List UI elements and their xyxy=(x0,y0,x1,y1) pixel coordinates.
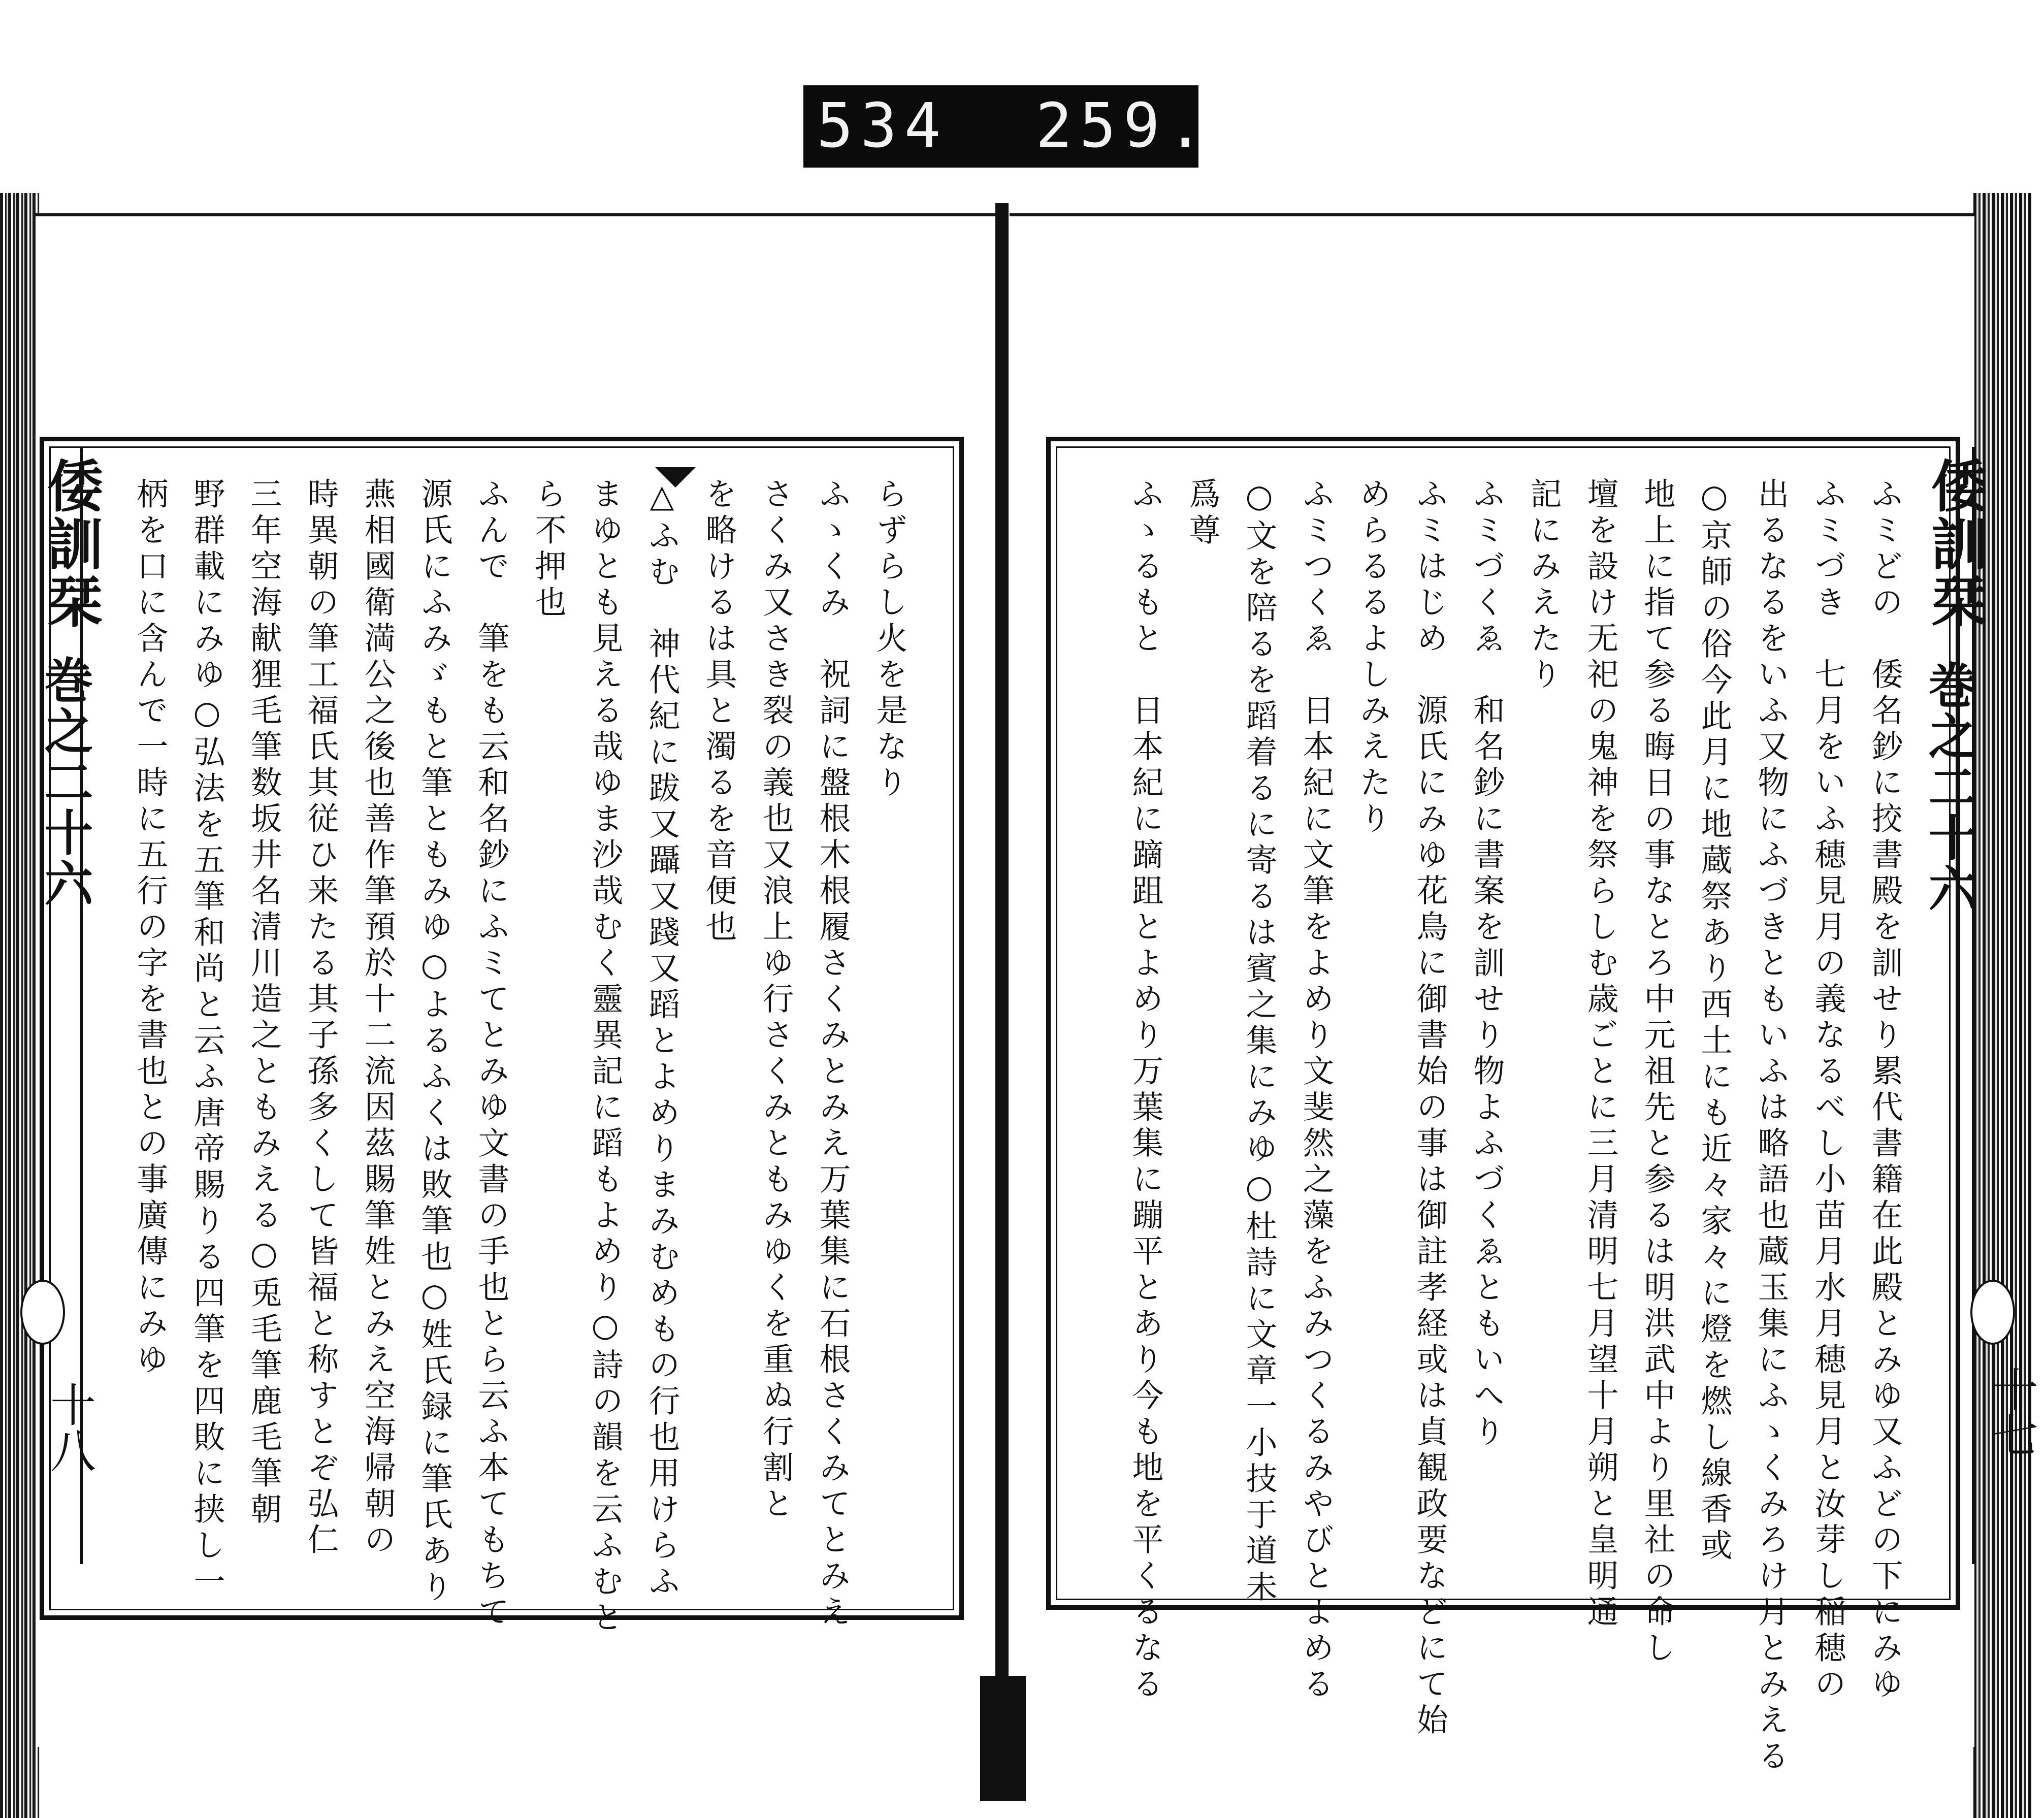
text-column: △ふむ 神代紀に跋又躡又踐又蹈とよめりまみむめもの行也用けらふ xyxy=(643,477,680,1601)
text-column: ふミはじめ 源氏にみゆ花鳥に御書始の事は御註孝経或は貞観政要などにて始 xyxy=(1411,477,1448,1739)
text-column: ふミつくゑ 日本紀に文筆をよめり文斐然之藻をふみつくるみやびとよめる xyxy=(1297,477,1335,1703)
text-column: 壇を設け无祀の鬼神を祭らしむ歳ごとに三月清明七月望十月朔と皇明通 xyxy=(1582,477,1619,1631)
right-volume-label: 巻之二十六 xyxy=(1921,660,1978,914)
book-fore-edge-left xyxy=(0,193,40,1818)
text-column: 三年空海献狸毛筆数坂井名清川造之ともみえる○兎毛筆鹿毛筆朝 xyxy=(245,477,282,1529)
text-column: らずらし火を是なり xyxy=(871,477,908,802)
text-column: めらるるよしみえたり xyxy=(1354,477,1391,838)
text-column: ふミづくゑ 和名鈔に書案を訓せり物よふづくゑともいへり xyxy=(1468,477,1505,1451)
right-book-title: 倭訓栞 xyxy=(1922,457,1988,631)
text-column: ふんで 筆をも云和名鈔にふミてとみゆ文書の手也とら云ふ本てもちて xyxy=(473,477,510,1631)
text-column: ○文を陪るを蹈着るに寄るは賓之集にみゆ○杜詩に文章一小技于道未 xyxy=(1241,477,1278,1606)
shelfmark-label: 534 259. xyxy=(803,85,1198,168)
left-book-title: 倭訓栞 xyxy=(38,457,104,631)
binding-hole-right xyxy=(1970,1280,2015,1345)
left-volume-label: 巻之二十六 xyxy=(37,655,94,909)
text-column: 柄を口に含んで一時に五行の字を書也との事廣傳にみゆ xyxy=(132,477,169,1379)
text-column: ふミづき 七月をいふ穂見月の義なるべし小苗月水月穂見月と汝芽し稲穂の xyxy=(1809,477,1846,1703)
gutter-bookmark xyxy=(980,1676,1026,1801)
text-column: 燕相國衛満公之後也善作筆預於十二流因茲賜筆姓とみえ空海帰朝の xyxy=(359,477,396,1559)
text-column: 出るなるをいふ又物にふづきともいふは略語也蔵玉集にふゝくみろけ月とみえる xyxy=(1753,477,1790,1775)
text-column: 野群載にみゆ○弘法を五筆和尚と云ふ唐帝賜りる四筆を四敗に挟し一 xyxy=(188,477,225,1601)
gutter xyxy=(995,203,1009,1801)
text-column: 爲尊 xyxy=(1184,477,1221,549)
text-column: ふミどの 倭名鈔に挍書殿を訓せり累代書籍在此殿とみゆ又ふどの下にみゆ xyxy=(1866,477,1903,1703)
text-column: 時異朝の筆工福氏其従ひ来たる其子孫多くして皆福と称すとぞ弘仁 xyxy=(302,477,339,1559)
left-folio: 十八 xyxy=(42,1381,95,1473)
text-column: 源氏にふみゞもと筆ともみゆ○よるふくは敗筆也○姓氏録に筆氏あり xyxy=(416,477,453,1606)
text-column: ら不押也 xyxy=(530,477,567,622)
right-folio: 十七 xyxy=(1985,1366,2038,1457)
text-column: 地上に指て参る晦日の事なとろ中元祖先と参るは明洪武中より里社の命し xyxy=(1639,477,1676,1667)
binding-hole-left xyxy=(20,1280,65,1345)
text-column: さくみ又さき裂の義也又浪上ゆ行さくみともみゆくを重ぬ行割と xyxy=(757,477,794,1523)
text-column: を略けるは具と濁るを音便也 xyxy=(700,477,737,946)
text-column: 記にみえたり xyxy=(1525,477,1562,694)
text-column: ふゝくみ 祝詞に盤根木根履さくみとみえ万葉集に石根さくみてとみえ xyxy=(814,477,851,1631)
text-column: まゆとも見える哉ゆま沙哉むく靈異記に蹈もよめり○詩の韻を云ふむと xyxy=(587,477,624,1637)
text-column: ○京師の俗今此月に地蔵祭あり西土にも近々家々に燈を燃し線香或 xyxy=(1696,477,1733,1565)
text-column: ふゝるもと 日本紀に蹢跙とよめり万葉集に蹦平とあり今も地を平くるなる xyxy=(1127,477,1164,1703)
